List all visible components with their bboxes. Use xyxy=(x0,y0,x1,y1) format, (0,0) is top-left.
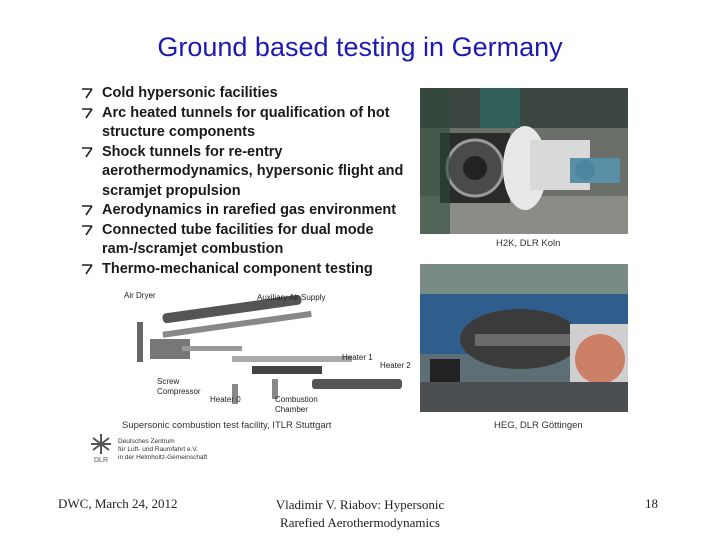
screw-label: Screw xyxy=(157,377,180,386)
dlr-logo-icon xyxy=(86,432,116,464)
air-dryer-label: Air Dryer xyxy=(124,291,156,300)
bullet-item: Arc heated tunnels for qualification of hot structure components xyxy=(82,104,412,143)
footer-center: Vladimir V. Riabov: Hypersonic Rarefied Aerothermodynamics xyxy=(275,497,445,530)
footer-left: DWC, March 24, 2012 xyxy=(58,496,178,511)
compressor-label: Compressor xyxy=(157,387,201,396)
page-number: 18 xyxy=(645,496,658,511)
heater1-label: Heater 1 xyxy=(342,353,373,362)
svg-text:DLR: DLR xyxy=(94,457,109,464)
aux-air-label: Auxiliary Air Supply xyxy=(257,293,326,302)
combustion-label: Combustion xyxy=(275,395,318,404)
bullet-item: Aerodynamics in rarefied gas environment xyxy=(82,201,412,221)
slide-content xyxy=(82,84,647,472)
bullet-item: Cold hypersonic facilities xyxy=(82,84,412,104)
dlr-logo xyxy=(86,432,226,466)
slide-title: Ground based testing in Germany xyxy=(157,32,563,62)
h2k-caption: H2K, DLR Koln xyxy=(496,238,561,249)
bullet-item: Connected tube facilities for dual mode ram-/scramjet combustion xyxy=(82,221,412,260)
arrow-bullet-icon xyxy=(82,88,93,99)
itlr-facility-diagram xyxy=(122,284,422,434)
heg-facility-photo xyxy=(420,264,628,412)
bullet-item: Shock tunnels for re-entry aerothermodynamics, hypersonic flight and scramjet propulsion xyxy=(82,143,412,202)
arrow-bullet-icon xyxy=(82,264,93,275)
arrow-bullet-icon xyxy=(82,205,93,216)
bullet-item: Thermo-mechanical component testing xyxy=(82,260,412,280)
dlr-logo-text: Deutsches Zentrum für Luft- und Raumfahrt e.V. in der Helmholtz-Gemeinschaft xyxy=(118,438,208,461)
itlr-caption: Supersonic combustion test facility, ITLR Stuttgart xyxy=(122,420,332,431)
arrow-bullet-icon xyxy=(82,147,93,158)
arrow-bullet-icon xyxy=(82,108,93,119)
arrow-bullet-icon xyxy=(82,225,93,236)
heater2-label: Heater 2 xyxy=(380,361,411,370)
h2k-facility-photo xyxy=(420,88,628,234)
heg-caption: HEG, DLR Göttingen xyxy=(494,420,583,431)
bullet-list xyxy=(82,84,412,279)
heater0-label: Heater 0 xyxy=(210,395,241,404)
chamber-label: Chamber xyxy=(275,405,308,414)
